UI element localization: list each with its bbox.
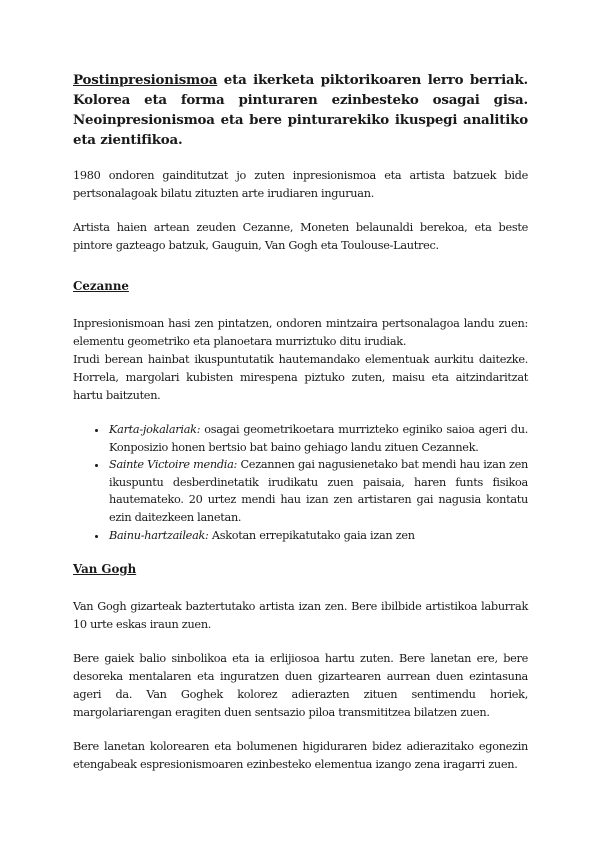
intro-paragraph-1: 1980 ondoren gainditutzat jo zuten inpresionismoa eta artista batzuek bide pertsonalagoak bilatu zituzten arte irudiaren inguruan. bbox=[73, 169, 528, 200]
cezanne-heading: Cezanne bbox=[73, 279, 129, 293]
list-item bbox=[107, 527, 528, 545]
work-description: osagai geometrikoetara murrizteko eginiko saioa ageri du. Konposizio honen bertsio bat baino gehiago landu zituen Cezannek. bbox=[109, 423, 528, 454]
vangogh-paragraph-2: Bere gaiek balio sinbolikoa eta ia erlijiosoa hartu zuten. Bere lanetan ere, bere desoreka mentalaren eta inguratzen duen gizartearen aurrean duen ezintasuna ageri da. Van Goghek kolorez adierazten zituen sentimendu horiek, margolariarengan eragiten duen sentsazio piloa transmititzea bilatzen zuen. bbox=[73, 652, 528, 720]
cezanne-paragraph-2: Irudi berean hainbat ikuspuntutatik hautemandako elementuak aurkitu daitezke. Horrela, margolari kubisten mirespena piztuko zuten, maisu eta aitzindaritzat hartu baitzuten. bbox=[73, 353, 528, 402]
vangogh-heading: Van Gogh bbox=[73, 562, 137, 577]
title-rest: eta ikerketa piktorikoaren lerro berriak. Kolorea eta forma pinturaren ezinbesteko osagai gisa. Neoinpresionismoa eta bere pinturarekiko ikuspegi analitiko eta zientifikoa. bbox=[73, 72, 528, 148]
work-title: Sainte Victoire mendia: bbox=[109, 458, 238, 472]
work-title: Bainu-hartzaileak: bbox=[109, 528, 209, 542]
vangogh-paragraph-3: Bere lanetan kolorearen eta bolumenen higiduraren bidez adierazitako egonezin etengabeak espresionismoaren ezinbesteko elementua izango zena iragarri zuen. bbox=[73, 740, 528, 772]
cezanne-paragraph-1: Inpresionismoan hasi zen pintatzen, ondoren mintzaira pertsonalagoa landu zuen: elementu geometriko eta planoetara murriztuko ditu irudiak. bbox=[73, 317, 528, 348]
list-item bbox=[107, 456, 528, 526]
title-underlined-term: Postinpresionismoa bbox=[73, 72, 218, 88]
work-description: Cezannen gai nagusienetako bat mendi hau izan zen ikuspuntu desberdinetatik irudikatu zuen paisaia, haren funts fisikoa hautemateko. 20 urtez mendi hau izan zen artistaren gai nagusia kontatu ezin daitezkeen lanetan. bbox=[109, 458, 528, 524]
work-title: Karta-jokalariak: bbox=[109, 423, 201, 436]
work-description: Askotan errepikatutako gaia izan zen bbox=[208, 528, 415, 542]
list-item bbox=[107, 421, 528, 456]
document-title bbox=[73, 70, 528, 150]
intro-paragraph-2: Artista haien artean zeuden Cezanne, Moneten belaunaldi berekoa, eta beste pintore gazteago batzuk, Gauguin, Van Gogh eta Toulouse-Lautrec. bbox=[73, 221, 528, 252]
cezanne-works-list bbox=[73, 421, 528, 544]
vangogh-paragraph-1: Van Gogh gizarteak baztertutako artista izan zen. Bere ibilbide artistikoa laburrak 10 urte eskas iraun zuen. bbox=[73, 600, 528, 632]
